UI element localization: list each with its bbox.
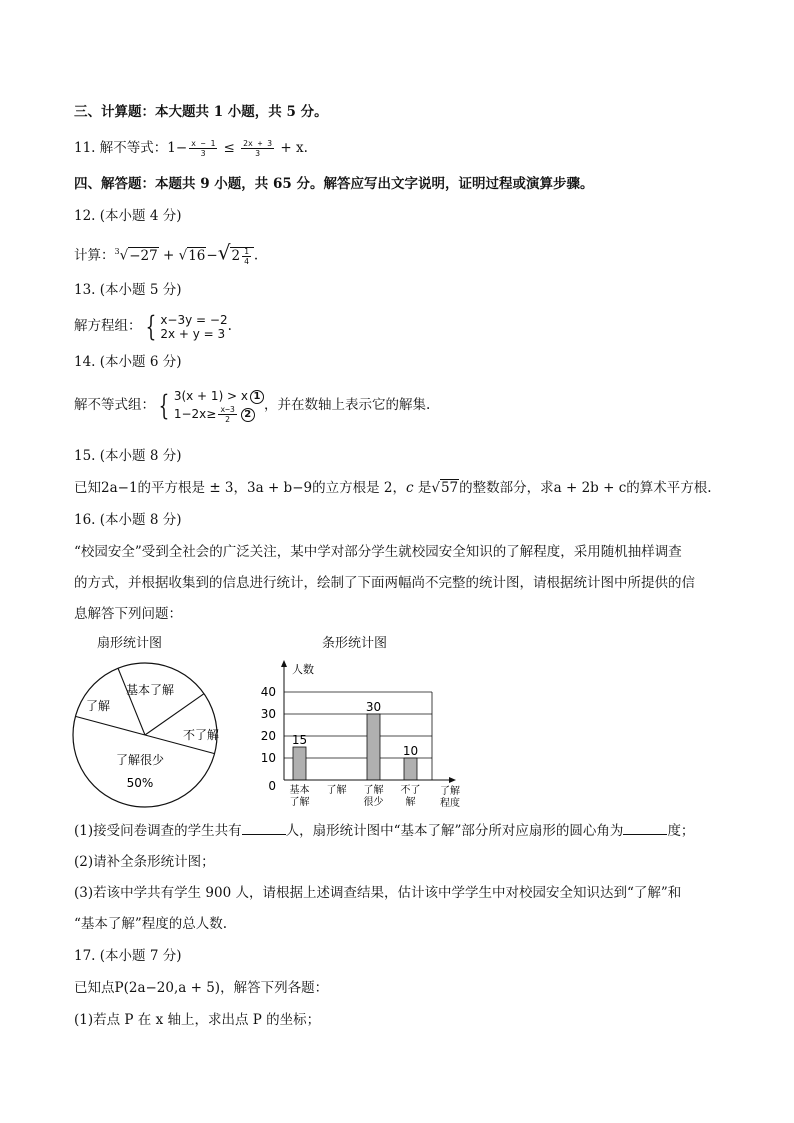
bar-value-label: 30 [365,700,382,714]
radical-sign-icon: √ [217,240,231,265]
y-tick-label: 30 [260,707,276,721]
q14-prefix: 解不等式组： [74,397,155,413]
q15-part3: 的整数部分，求a + 2b + c的算术平方根. [459,480,712,496]
q11-f2-num: 2x + 3 [243,139,273,148]
q12-end: . [253,247,259,264]
category-label: 了解 [326,785,347,796]
category-label: 解 [405,797,416,808]
q14-suffix: ，并在数轴上表示它的解集. [264,397,431,413]
y-tick-label: 40 [260,685,276,699]
left-brace-icon: { [158,388,170,422]
q13-title: 13. (本小题 5 分) [74,282,182,298]
section-calc-header: 三、计算题：本大题共 1 小题，共 5 分。 [74,104,328,120]
bar-xlabel-line1: 了解 [440,786,460,797]
pie-chart [70,660,222,812]
circled-one-icon: 1 [250,390,264,404]
category-label: 很少 [363,797,384,808]
q16-sub1-a: (1)接受问卷调查的学生共有 [74,823,242,839]
q16-sub3-a: (3)若该中学共有学生 900 人，请根据上述调查结果，估计该中学学生中对校园安全知识达到“了解”和 [74,885,682,901]
q14-system [174,387,264,424]
pie-label-liaojiehenshao: 了解很少 [115,753,165,767]
q17-line1: 已知点P(2a−20,a + 5)，解答下列各题： [74,980,329,996]
bar-ylabel: 人数 [292,663,314,676]
q14-row1 [174,387,264,405]
radical-sign-icon: √ [178,247,188,264]
bar [404,758,417,780]
q16-sub1-b: 人，扇形统计图中“基本了解”部分所对应扇形的圆心角为 [285,823,624,839]
q13-eq1: x−3y = −2 [160,312,228,327]
bar-value-label: 15 [291,733,308,747]
y-tick-label: 20 [260,729,276,743]
bar-chart [254,656,474,814]
section-answer-header: 四、解答题：本题共 9 小题，共 65 分。解答应写出文字说明，证明过程或演算步骤。 [74,176,594,192]
radical-sign-icon: √ [431,480,440,496]
q14-fraction [218,405,236,424]
pie-label-jibenliaojie: 基本了解 [125,683,175,697]
bar [293,747,306,780]
q11-f1-num: x − 1 [191,139,216,148]
category-label: 基本 [289,785,310,796]
q12-cube-index: 3 [114,247,120,256]
q14-eq2-prefix: 1−2x≥ [173,407,217,421]
category-label: 不了 [400,785,421,796]
q11-fraction-2 [241,139,274,158]
pie-label-liaojie: 了解 [85,699,111,713]
q13-system [160,313,227,341]
q12-mixed-frac [242,247,251,266]
q14-title: 14. (本小题 6 分) [74,354,182,370]
question-13 [74,309,232,343]
bar-chart-title: 条形统计图 [322,636,388,651]
y-tick-label: 0 [268,779,276,793]
question-15 [74,478,712,498]
radical-sign-icon: √ [119,247,129,264]
bar-y-ticks [261,685,276,793]
q12-cube-radicand: −27 [129,247,158,264]
q12-prefix: 计算： [74,247,115,264]
q16-sub3-b: “基本了解”程度的总人数. [74,916,228,932]
bar-categories [290,783,421,808]
y-tick-label: 10 [260,751,276,765]
q11-le: ≤ [219,140,240,156]
pie-label-buliaojie: 不了解 [182,728,220,742]
q16-sub1-c: 度； [667,823,695,839]
pie-chart-title: 扇形统计图 [97,636,163,651]
pie-label-percent: 50% [126,776,154,790]
q12-sqrt16: 16 [188,247,206,264]
q12-title: 12. (本小题 4 分) [74,208,182,224]
q16-para2: 的方式，并根据收集到的信息进行统计，绘制了下面两幅尚不完整的统计图，请根据统计图中所提供的信 [74,575,695,591]
left-brace-icon: { [145,309,156,343]
q11-f2-den: 3 [255,149,261,158]
q16-title: 16. (本小题 8 分) [74,512,182,528]
q12-mixed [230,247,253,264]
q13-end: . [227,318,232,334]
answer-blank[interactable] [242,820,286,835]
q16-para1: “校园安全”受到全社会的广泛关注，某中学对部分学生就校园安全知识的了解程度，采用随机抽样调查 [74,544,682,560]
q16-sub1 [74,820,694,841]
q17-title: 17. (本小题 7 分) [74,948,182,964]
q16-para3: 息解答下列问题： [74,606,182,622]
q11-suffix: + x. [276,140,308,156]
q11-prefix: 11. 解不等式：1− [74,140,188,156]
x-axis-arrow-icon [449,777,456,783]
question-14 [74,385,430,425]
q15-part2: 是 [413,480,432,496]
q13-eq2: 2x + y = 3 [160,326,226,341]
q14-row2 [174,405,264,424]
answer-blank[interactable] [623,820,667,835]
question-11 [74,138,308,158]
y-axis-arrow-icon [281,660,287,667]
q14-eq1: 3(x + 1) > x [173,389,249,403]
q15-c-var: c [405,480,414,496]
category-label: 了解 [363,785,384,796]
q11-f1-den: 3 [200,149,206,158]
q12-mixed-whole: 2 [231,247,241,264]
question-12 [74,242,258,266]
bar-value-label: 10 [402,744,419,758]
q12-mixed-num: 1 [244,246,249,256]
category-label: 了解 [289,797,310,808]
bar-bars [292,700,418,780]
q17-line2: (1)若点 P 在 x 轴上，求出点 P 的坐标； [74,1012,321,1028]
circled-two-icon: 2 [241,408,255,422]
q14-f-den: 2 [225,415,230,424]
q13-prefix: 解方程组： [74,318,142,334]
q11-fraction-1 [189,139,217,158]
q12-plus: + [158,247,179,264]
q14-f-num: x−3 [220,405,235,414]
q16-sub2: (2)请补全条形统计图； [74,854,215,870]
q15-title: 15. (本小题 8 分) [74,448,182,464]
bar-xlabel-line2: 程度 [440,798,460,809]
q12-minus: − [206,247,218,264]
q15-part1: 已知2a−1的平方根是 ± 3，3a + b−9的立方根是 2， [74,480,406,496]
bar [367,714,380,780]
q15-sqrt57: 57 [440,480,459,496]
q12-mixed-den: 4 [244,256,249,266]
